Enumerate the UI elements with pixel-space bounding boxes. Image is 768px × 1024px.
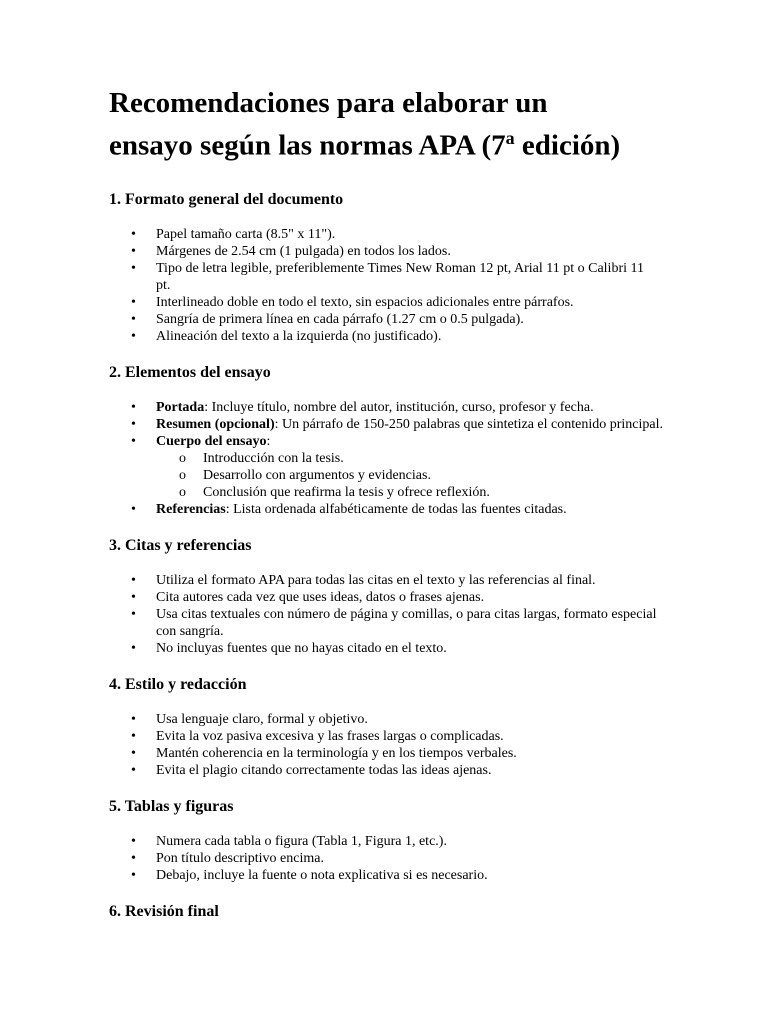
text-resumen: : Un párrafo de 150-250 palabras que sintetiza el contenido principal. <box>274 416 663 432</box>
term-referencias: Referencias <box>156 501 226 517</box>
list-item-cuerpo <box>109 433 669 501</box>
title-line-2-post: edición) <box>514 129 621 162</box>
list-item-portada <box>109 399 669 416</box>
list-item: • Sangría de primera línea en cada párrafo (1.27 cm o 0.5 pulgada). <box>109 311 669 328</box>
list-item: • Utiliza el formato APA para todas las citas en el texto y las referencias al final. <box>109 572 669 589</box>
list-item: • Interlineado doble en todo el texto, sin espacios adicionales entre párrafos. <box>109 294 669 311</box>
sub-list-item: o Conclusión que reafirma la tesis y ofrece reflexión. <box>156 484 669 501</box>
sub-list-item: o Desarrollo con argumentos y evidencias. <box>156 467 669 484</box>
term-resumen: Resumen (opcional) <box>156 416 275 432</box>
title-line-2-pre: ensayo según las normas APA (7 <box>109 129 506 162</box>
section-list-elementos <box>109 399 669 518</box>
list-item: • Márgenes de 2.54 cm (1 pulgada) en todos los lados. <box>109 243 669 260</box>
text-cuerpo: : <box>266 433 271 449</box>
list-item: • Papel tamaño carta (8.5" x 11"). <box>109 226 669 243</box>
section-heading-tablas: 5. Tablas y figuras <box>109 797 234 815</box>
list-item: • Cita autores cada vez que uses ideas, datos o frases ajenas. <box>109 589 669 606</box>
section-heading-citas: 3. Citas y referencias <box>109 536 252 554</box>
list-item: • Mantén coherencia en la terminología y en los tiempos verbales. <box>109 745 669 762</box>
sub-list-item: o Introducción con la tesis. <box>156 450 669 467</box>
title-superscript: a <box>505 128 515 148</box>
section-list-citas <box>109 572 669 657</box>
term-portada: Portada <box>156 399 205 415</box>
list-item: • Alineación del texto a la izquierda (no justificado). <box>109 328 669 345</box>
section-list-formato <box>109 226 669 345</box>
text-portada: : Incluye título, nombre del autor, institución, curso, profesor y fecha. <box>204 399 594 415</box>
page-title <box>109 86 669 164</box>
list-item: • Evita el plagio citando correctamente todas las ideas ajenas. <box>109 762 669 779</box>
list-item: • Debajo, incluye la fuente o nota explicativa si es necesario. <box>109 867 669 884</box>
section-heading-elementos: 2. Elementos del ensayo <box>109 363 271 381</box>
text-referencias: : Lista ordenada alfabéticamente de todas las fuentes citadas. <box>225 501 567 517</box>
section-heading-formato: 1. Formato general del documento <box>109 190 344 208</box>
section-heading-revision: 6. Revisión final <box>109 902 219 920</box>
document-page <box>109 86 669 938</box>
list-item: • Numera cada tabla o figura (Tabla 1, Figura 1, etc.). <box>109 833 669 850</box>
section-heading-estilo: 4. Estilo y redacción <box>109 675 247 693</box>
sub-list-cuerpo <box>156 450 669 501</box>
list-item: • Usa citas textuales con número de página y comillas, o para citas largas, formato especial con sangría. <box>109 606 669 640</box>
list-item: • Tipo de letra legible, preferiblemente Times New Roman 12 pt, Arial 11 pt o Calibri 11 pt. <box>109 260 669 294</box>
list-item: • Evita la voz pasiva excesiva y las frases largas o complicadas. <box>109 728 669 745</box>
term-cuerpo: Cuerpo del ensayo <box>156 433 267 449</box>
list-item-referencias <box>109 501 669 518</box>
section-list-tablas <box>109 833 669 884</box>
list-item: • Pon título descriptivo encima. <box>109 850 669 867</box>
section-list-estilo <box>109 711 669 779</box>
title-line-1: Recomendaciones para elaborar un <box>109 87 548 119</box>
list-item-resumen <box>109 416 669 433</box>
list-item: • Usa lenguaje claro, formal y objetivo. <box>109 711 669 728</box>
list-item: • No incluyas fuentes que no hayas citado en el texto. <box>109 640 669 657</box>
